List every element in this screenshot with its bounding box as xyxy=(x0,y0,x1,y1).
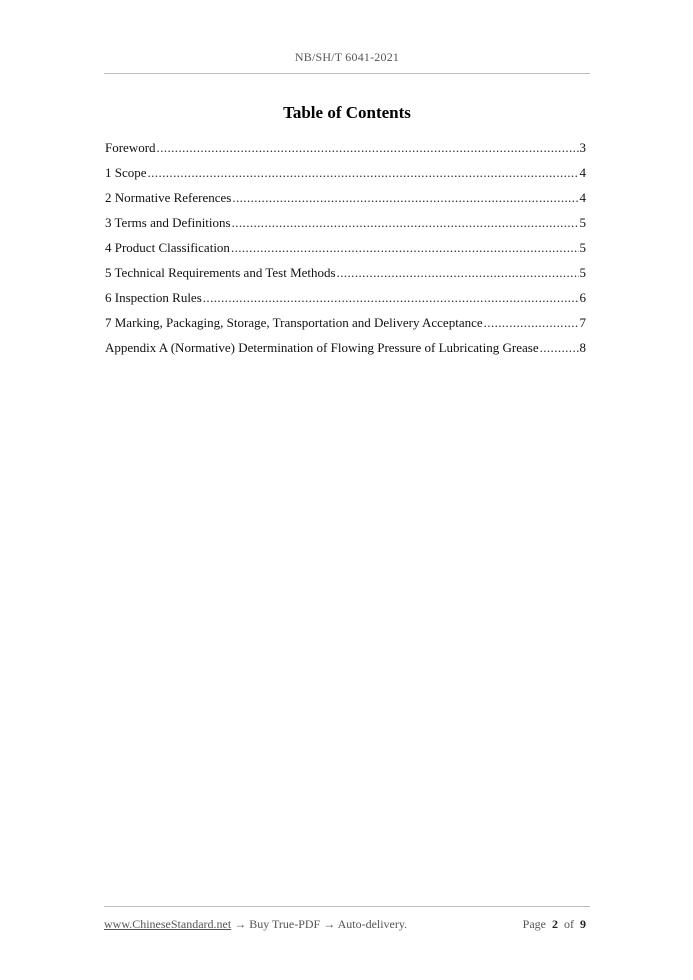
toc-entry-page: 6 xyxy=(579,290,586,305)
toc-entry-page: 5 xyxy=(579,240,586,255)
footer-promo-text: → Buy True-PDF → Auto-delivery. xyxy=(231,917,408,931)
toc-entry-scope[interactable] xyxy=(105,164,586,189)
toc-dot-leader xyxy=(540,339,579,357)
toc-dot-leader xyxy=(232,189,578,207)
toc-entry-page: 3 xyxy=(579,140,586,155)
toc-entry-technical-requirements[interactable] xyxy=(105,264,586,289)
toc-entry-text: 5 Technical Requirements and Test Methods xyxy=(105,265,336,280)
toc-entry-foreword[interactable] xyxy=(105,139,586,164)
footer-promo xyxy=(104,917,407,932)
document-id-header: NB/SH/T 6041-2021 xyxy=(294,50,400,64)
toc-dot-leader xyxy=(484,314,579,332)
toc-dot-leader xyxy=(232,214,579,232)
toc-entry-text: Appendix A (Normative) Determination of Flowing Pressure of Lubricating Grease xyxy=(105,340,539,355)
toc-entry-product-classification[interactable] xyxy=(105,239,586,264)
toc-entry-page: 5 xyxy=(579,265,586,280)
page-indicator xyxy=(523,917,586,932)
toc-entry-page: 4 xyxy=(579,165,586,180)
toc-entry-text: 1 Scope xyxy=(105,165,147,180)
toc-entry-page: 8 xyxy=(579,340,586,355)
toc-entry-page: 7 xyxy=(579,315,586,330)
toc-entry-text: 2 Normative References xyxy=(105,190,232,205)
total-pages-number: 9 xyxy=(580,917,586,931)
toc-entry-text: 4 Product Classification xyxy=(105,240,230,255)
toc-entry-normative-references[interactable] xyxy=(105,189,586,214)
toc-dot-leader xyxy=(203,289,579,307)
website-link[interactable]: www.ChineseStandard.net xyxy=(104,917,232,931)
toc-entry-text: 3 Terms and Definitions xyxy=(105,215,231,230)
header-divider xyxy=(104,73,590,74)
page-label: Page xyxy=(522,917,546,931)
toc-entry-page: 5 xyxy=(579,215,586,230)
toc-entry-text: 7 Marking, Packaging, Storage, Transportation and Delivery Acceptance xyxy=(105,315,483,330)
toc-entry-inspection-rules[interactable] xyxy=(105,289,586,314)
toc-entry-page: 4 xyxy=(579,190,586,205)
toc-entry-text: 6 Inspection Rules xyxy=(105,290,202,305)
page-of-label: of xyxy=(564,917,574,931)
toc-dot-leader xyxy=(148,164,579,182)
page-footer xyxy=(104,917,586,932)
toc-entry-marking-packaging[interactable] xyxy=(105,314,586,339)
toc-entry-appendix-a[interactable] xyxy=(105,339,586,364)
toc-dot-leader xyxy=(231,239,579,257)
current-page-number: 2 xyxy=(552,917,558,931)
toc-entry-text: Foreword xyxy=(105,140,156,155)
footer-divider xyxy=(104,906,590,907)
toc-entry-terms-definitions[interactable] xyxy=(105,214,586,239)
toc-dot-leader xyxy=(157,139,579,157)
toc-list xyxy=(105,139,586,364)
toc-dot-leader xyxy=(337,264,579,282)
toc-title: Table of Contents xyxy=(283,103,411,122)
